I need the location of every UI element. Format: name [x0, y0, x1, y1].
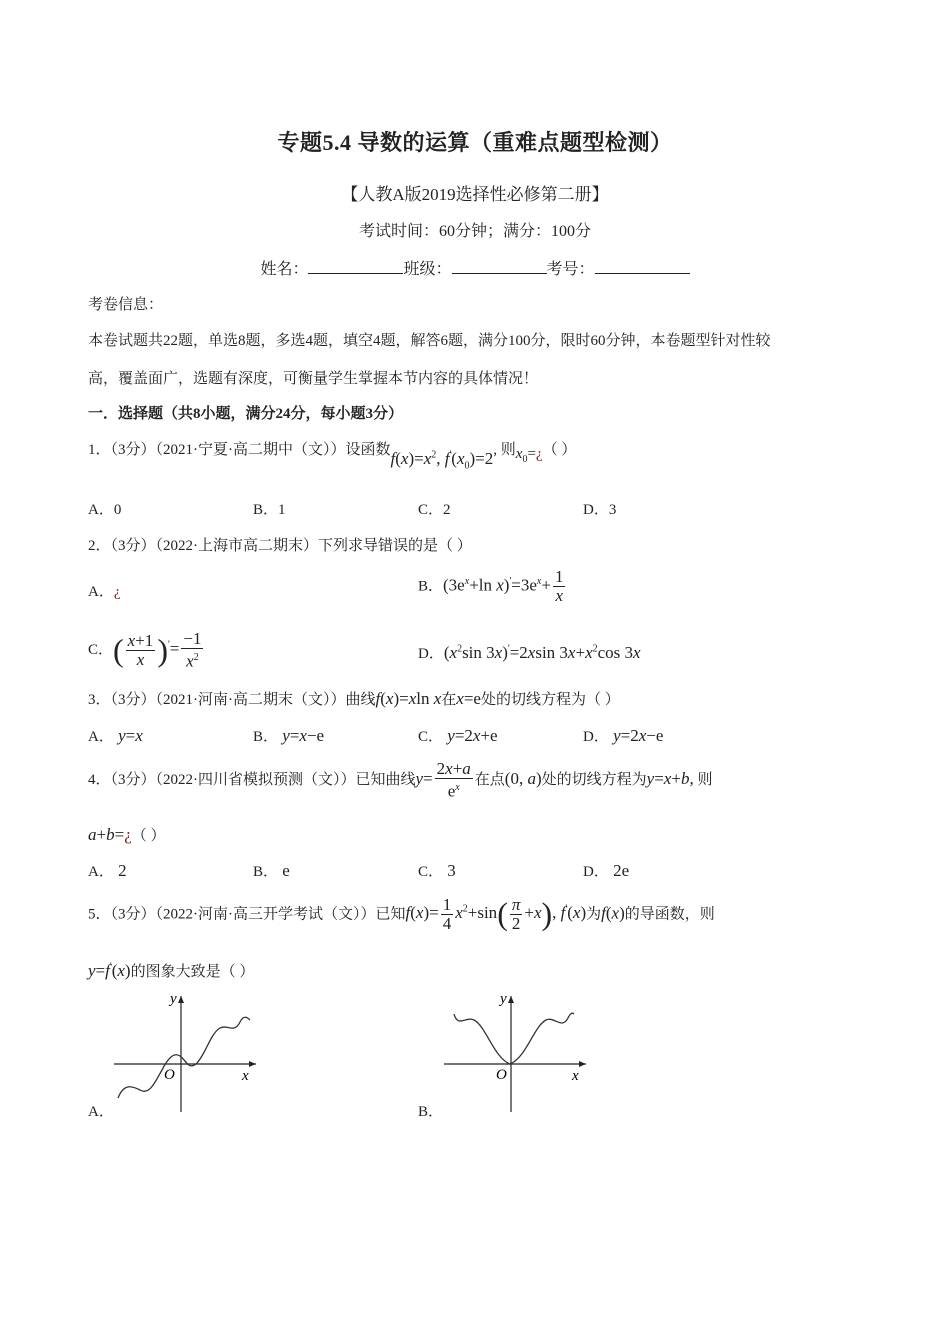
q3-stem: 3．（3分）（2021·河南·高二期末（文））曲线f(x)=xln x在x=e处的切线方程为（ ）: [88, 689, 620, 708]
q5-option-a[interactable]: A．: [88, 1104, 114, 1120]
q5-option-b[interactable]: B．: [418, 1104, 444, 1120]
paper-info-heading: 考卷信息：: [88, 297, 164, 313]
q4-option-b[interactable]: B． e: [253, 861, 290, 880]
graph-a-y-label: y: [170, 991, 177, 1007]
q1-option-d[interactable]: D．3: [583, 502, 617, 518]
q1-option-b[interactable]: B．1: [253, 502, 286, 518]
q4-stem: 4．（3分）（2022·四川省模拟预测（文））已知曲线y= $\frac{2x+a}{e^x}$ 在点(0, a)处的切线方程为y=x+b, 则: [88, 759, 713, 801]
id-label: 考号：: [546, 261, 595, 278]
exam-info: 考试时间：60分钟；满分：100分: [358, 223, 591, 240]
q4-option-c[interactable]: C． 3: [418, 861, 456, 880]
q3-option-a[interactable]: A． y=x: [88, 726, 143, 745]
q3-option-d[interactable]: D． y=2x−e: [583, 726, 664, 745]
q4-continuation: a+b=¿（ ）: [88, 825, 166, 844]
graph-b-origin: O: [496, 1067, 507, 1083]
q4-option-d[interactable]: D． 2e: [583, 861, 630, 880]
q1-option-a[interactable]: A．0: [88, 502, 122, 518]
q1-stem: 1．（3分）（2021·宁夏·高二期中（文））设函数$f(x)=x^2$, $f'(x_0)=2$, 则$x_0=¿$（ ）: [88, 442, 577, 472]
graph-a-x-label: x: [242, 1068, 249, 1084]
name-label: 姓名：: [260, 261, 309, 278]
graph-b-y-label: y: [500, 991, 507, 1007]
graph-a: [110, 988, 260, 1116]
graph-b-x-label: x: [572, 1068, 579, 1084]
subtitle: 【人教A版2019选择性必修第二册】: [341, 185, 609, 204]
q5-stem: 5．（3分）（2022·河南·高三开学考试（文））已知f(x)= $\frac{1}{4}$ $x^2+\sin$( $\frac{\pi}{2}$ +x), f'(x)为f(x)的导函数，则: [88, 895, 715, 933]
q3-option-b[interactable]: B． y=x−e: [253, 726, 325, 745]
id-blank[interactable]: [595, 259, 690, 274]
name-blank[interactable]: [308, 259, 403, 274]
paper-info-line2: 高，覆盖面广，选题有深度，可衡量学生掌握本节内容的具体情况！: [88, 371, 539, 387]
graph-b: [440, 988, 590, 1116]
q5-line2: y=f'(x)的图象大致是（ ）: [88, 961, 255, 980]
student-fields: [0, 256, 950, 279]
q2-option-d[interactable]: D．($x^2\sin$ 3x)'=2xsin $3x+x^2\cos$ 3x: [418, 643, 641, 662]
q2-option-c[interactable]: C．( $\frac{x+1}{x}$ )'= $\frac{-1}{x^2}$: [88, 629, 202, 671]
q1-option-c[interactable]: C．2: [418, 502, 451, 518]
q2-option-a[interactable]: A．¿: [88, 584, 121, 600]
graph-a-curve: [118, 1017, 250, 1098]
class-blank[interactable]: [452, 259, 547, 274]
graph-a-origin: O: [164, 1067, 175, 1083]
q4-option-a[interactable]: A． 2: [88, 861, 127, 880]
paper-info-line1: 本卷试题共22题，单选8题，多选4题，填空4题，解答6题，满分100分，限时60分钟，本卷题型针对性较: [88, 333, 771, 349]
section-heading: 一．选择题（共8小题，满分24分，每小题3分）: [88, 406, 404, 422]
q2-option-b[interactable]: B．($3e^x+\ln$ $x)'=3e^x+$ $\frac{1}{x}$: [418, 567, 564, 605]
class-label: 班级：: [403, 261, 452, 278]
graph-b-curve: [454, 1013, 574, 1064]
page-title: 专题5.4 导数的运算（重难点题型检测）: [277, 130, 673, 155]
q3-option-c[interactable]: C． y=2x+e: [418, 726, 498, 745]
q2-stem: 2．（3分）（2022·上海市高二期末）下列求导错误的是（ ）: [88, 538, 472, 554]
